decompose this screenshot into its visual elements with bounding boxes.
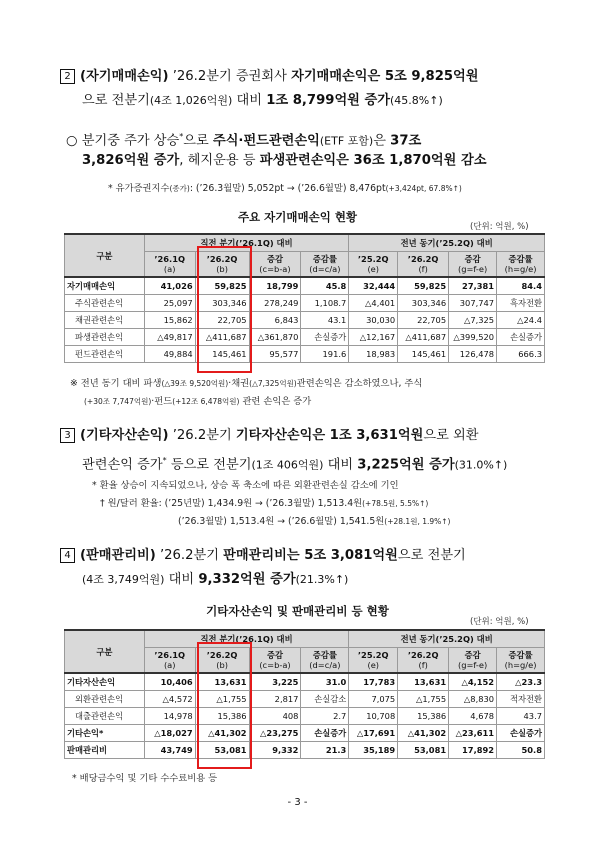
table-2-unit: (단위: 억원, %) xyxy=(470,617,529,627)
table-cell: 666.3 xyxy=(497,346,545,363)
table-cell: 43.1 xyxy=(301,312,349,329)
table-cell: 적자전환 xyxy=(497,691,545,708)
table-cell: 7,075 xyxy=(349,691,398,708)
table-cell: 손실감소 xyxy=(301,691,349,708)
header-col-2: 증감 (c=b-a) xyxy=(249,252,301,278)
section-4-line-1: 4 (판매관리비) ’26.2분기 판매관리비는 5조 3,081억원으로 전분기 xyxy=(60,544,550,568)
table-row xyxy=(65,295,545,312)
header-col-5: ’26.2Q (f) xyxy=(398,648,449,674)
row-label: 외환관련손익 xyxy=(65,691,145,708)
table-cell: 191.6 xyxy=(301,346,349,363)
section-2-line-2: 으로 전분기(4조 1,026억원) 대비 1조 8,799억원 증가(45.8%↑) xyxy=(82,93,443,108)
section-3-line-1: 3 (기타자산손익) ’26.2분기 기타자산손익은 1조 3,631억원으로 외환 xyxy=(60,424,550,448)
table-cell: 흑자전환 xyxy=(497,295,545,312)
table-cell: 27,381 xyxy=(449,277,497,295)
header-col-4: ’25.2Q (e) xyxy=(349,648,398,674)
other-assets-sga-table xyxy=(64,629,545,759)
note-other-income: * 배당금수익 및 기타 수수료비용 등 xyxy=(72,773,218,784)
table-cell: 30,030 xyxy=(349,312,398,329)
row-label: 펀드관련손익 xyxy=(65,346,145,363)
table-cell: 1,108.7 xyxy=(301,295,349,312)
table-2-caption: 기타자산손익 및 판매관리비 등 현황 xyxy=(206,604,389,618)
section-4-line-2: (4조 3,749억원) 대비 9,332억원 증가(21.3%↑) xyxy=(82,572,349,587)
header-gubun: 구분 xyxy=(65,630,145,673)
table-cell: 10,406 xyxy=(144,673,195,691)
table-cell: 3,225 xyxy=(249,673,301,691)
row-label: 채권관련손익 xyxy=(65,312,145,329)
row-label: 자기매매손익 xyxy=(65,277,145,295)
table-cell: 2,817 xyxy=(249,691,301,708)
table-cell: 손실증가 xyxy=(497,329,545,346)
header-col-7: 증감률 (h=g/e) xyxy=(497,252,545,278)
header-col-3: 증감률 (d=c/a) xyxy=(301,648,349,674)
table-cell: 59,825 xyxy=(398,277,449,295)
table-cell: 303,346 xyxy=(195,295,249,312)
header-col-6: 증감 (g=f-e) xyxy=(449,252,497,278)
table-cell: 35,189 xyxy=(349,742,398,759)
bullet-line-1: ○ 분기중 주가 상승*으로 주식·펀드관련손익(ETF 포함)은 37조 xyxy=(66,132,422,149)
note-fx-rate-1: † 원/달러 환율: (’25년말) 1,434.9원 → (’26.3월말) 1,513.4원(+78.5원, 5.5%↑) xyxy=(100,498,429,509)
note-fx-reason: * 환율 상승이 지속되었으나, 상승 폭 축소에 따른 외환관련손실 감소에 기인 xyxy=(92,480,399,491)
table-cell: 49,884 xyxy=(144,346,195,363)
table-cell: 45.8 xyxy=(301,277,349,295)
table-cell: 6,843 xyxy=(249,312,301,329)
table-cell: 18,983 xyxy=(349,346,398,363)
table-cell: 95,577 xyxy=(249,346,301,363)
table-cell: △4,152 xyxy=(449,673,497,691)
table-cell: 303,346 xyxy=(398,295,449,312)
table-cell: 84.4 xyxy=(497,277,545,295)
note-yoy-line-2: (+30조 7,747억원)·펀드(+12조 6,478억원) 관련 손익은 증가 xyxy=(84,396,312,407)
table-cell: △4,401 xyxy=(349,295,398,312)
table-cell: 15,386 xyxy=(398,708,449,725)
table-cell: △361,870 xyxy=(249,329,301,346)
table-row xyxy=(65,312,545,329)
table-cell: 126,478 xyxy=(449,346,497,363)
table-cell: △23.3 xyxy=(497,673,545,691)
table-cell: 50.8 xyxy=(497,742,545,759)
table-cell: △399,520 xyxy=(449,329,497,346)
table-cell: 손실증가 xyxy=(301,725,349,742)
table-cell: 손실증가 xyxy=(301,329,349,346)
table-cell: 15,386 xyxy=(195,708,249,725)
header-group-prev-year: 전년 동기(’25.2Q) 대비 xyxy=(349,234,545,252)
table-cell: △411,687 xyxy=(195,329,249,346)
table-cell: △23,611 xyxy=(449,725,497,742)
table-row xyxy=(65,691,545,708)
section-number-box: 4 xyxy=(60,548,75,563)
table-row xyxy=(65,673,545,691)
header-col-1: ’26.2Q (b) xyxy=(195,252,249,278)
table-cell: △4,572 xyxy=(144,691,195,708)
row-label: 대출관련손익 xyxy=(65,708,145,725)
table-cell: △8,830 xyxy=(449,691,497,708)
table-row xyxy=(65,329,545,346)
table-cell: △1,755 xyxy=(398,691,449,708)
table-cell: 59,825 xyxy=(195,277,249,295)
section-2-line-1: 2 (자기매매손익) ’26.2분기 증권회사 자기매매손익은 5조 9,825억원 xyxy=(60,65,550,89)
table-cell: 17,783 xyxy=(349,673,398,691)
table-cell: △49,817 xyxy=(144,329,195,346)
section-3-line-2: 관련손익 증가* 등으로 전분기(1조 406억원) 대비 3,225억원 증가(31.0%↑) xyxy=(82,456,508,473)
header-group-prev-quarter: 직전 분기(’26.1Q) 대비 xyxy=(144,630,349,648)
table-cell: 43.7 xyxy=(497,708,545,725)
table-cell: 307,747 xyxy=(449,295,497,312)
table-cell: △17,691 xyxy=(349,725,398,742)
note-kospi: * 유가증권지수(종가): (’26.3월말) 5,052pt → (’26.6월말) 8,476pt(+3,424pt, 67.8%↑) xyxy=(108,183,462,194)
table-cell: 53,081 xyxy=(398,742,449,759)
table-cell: 9,332 xyxy=(249,742,301,759)
table-cell: 13,631 xyxy=(398,673,449,691)
row-label: 파생관련손익 xyxy=(65,329,145,346)
note-fx-rate-2: (’26.3월말) 1,513.4원 → (’26.6월말) 1,541.5원(+28.1원, 1.9%↑) xyxy=(178,516,451,527)
header-col-3: 증감률 (d=c/a) xyxy=(301,252,349,278)
table-row xyxy=(65,277,545,295)
table-cell: 17,892 xyxy=(449,742,497,759)
highlight-box-2026q2 xyxy=(197,246,252,373)
table-row xyxy=(65,725,545,742)
table-cell: 145,461 xyxy=(195,346,249,363)
table-row xyxy=(65,346,545,363)
row-label: 기타자산손익 xyxy=(65,673,145,691)
bullet-circle-icon: ○ xyxy=(66,133,78,149)
table-cell: 22,705 xyxy=(195,312,249,329)
header-col-0: ’26.1Q (a) xyxy=(144,648,195,674)
row-label: 기타손익* xyxy=(65,725,145,742)
section-number-box: 2 xyxy=(60,69,75,84)
header-col-2: 증감 (c=b-a) xyxy=(249,648,301,674)
table-cell: △41,302 xyxy=(398,725,449,742)
table-cell: △1,755 xyxy=(195,691,249,708)
header-col-7: 증감률 (h=g/e) xyxy=(497,648,545,674)
trading-income-table xyxy=(64,233,545,363)
table-cell: 21.3 xyxy=(301,742,349,759)
table-cell: 22,705 xyxy=(398,312,449,329)
table-cell: 145,461 xyxy=(398,346,449,363)
header-col-6: 증감 (g=f-e) xyxy=(449,648,497,674)
table-cell: △7,325 xyxy=(449,312,497,329)
table-cell: 14,978 xyxy=(144,708,195,725)
table-cell: △41,302 xyxy=(195,725,249,742)
table-cell: 408 xyxy=(249,708,301,725)
table-cell: 25,097 xyxy=(144,295,195,312)
table-1-caption: 주요 자기매매손익 현황 xyxy=(237,210,358,224)
header-col-4: ’25.2Q (e) xyxy=(349,252,398,278)
table-cell: 2.7 xyxy=(301,708,349,725)
table-cell: 53,081 xyxy=(195,742,249,759)
row-label: 주식관련손익 xyxy=(65,295,145,312)
page-number: - 3 - xyxy=(287,797,308,808)
note-yoy-line-1: ※ 전년 동기 대비 파생(△39조 9,520억원)·채권(△7,325억원)관련손익은 감소하였으나, 주식 xyxy=(70,378,423,389)
table-cell: 10,708 xyxy=(349,708,398,725)
row-label: 판매관리비 xyxy=(65,742,145,759)
header-col-5: ’26.2Q (f) xyxy=(398,252,449,278)
table-cell: 18,799 xyxy=(249,277,301,295)
header-col-1: ’26.2Q (b) xyxy=(195,648,249,674)
section-number-box: 3 xyxy=(60,428,75,443)
table-cell: 4,678 xyxy=(449,708,497,725)
highlight-box-2026q2 xyxy=(197,642,252,769)
header-col-0: ’26.1Q (a) xyxy=(144,252,195,278)
header-gubun: 구분 xyxy=(65,234,145,277)
table-cell: 13,631 xyxy=(195,673,249,691)
table-cell: 15,862 xyxy=(144,312,195,329)
table-row xyxy=(65,708,545,725)
table-cell: 278,249 xyxy=(249,295,301,312)
table-cell: △24.4 xyxy=(497,312,545,329)
table-cell: 31.0 xyxy=(301,673,349,691)
bullet-line-2: 3,826억원 증가, 헤지운용 등 파생관련손익은 36조 1,870억원 감소 xyxy=(82,153,487,168)
header-group-prev-quarter: 직전 분기(’26.1Q) 대비 xyxy=(144,234,349,252)
table-cell: 41,026 xyxy=(144,277,195,295)
table-cell: 손실증가 xyxy=(497,725,545,742)
table-cell: 43,749 xyxy=(144,742,195,759)
table-cell: △411,687 xyxy=(398,329,449,346)
table-1-unit: (단위: 억원, %) xyxy=(470,222,529,232)
table-row xyxy=(65,742,545,759)
table-cell: △12,167 xyxy=(349,329,398,346)
table-cell: 32,444 xyxy=(349,277,398,295)
table-cell: △23,275 xyxy=(249,725,301,742)
header-group-prev-year: 전년 동기(’25.2Q) 대비 xyxy=(349,630,545,648)
table-cell: △18,027 xyxy=(144,725,195,742)
